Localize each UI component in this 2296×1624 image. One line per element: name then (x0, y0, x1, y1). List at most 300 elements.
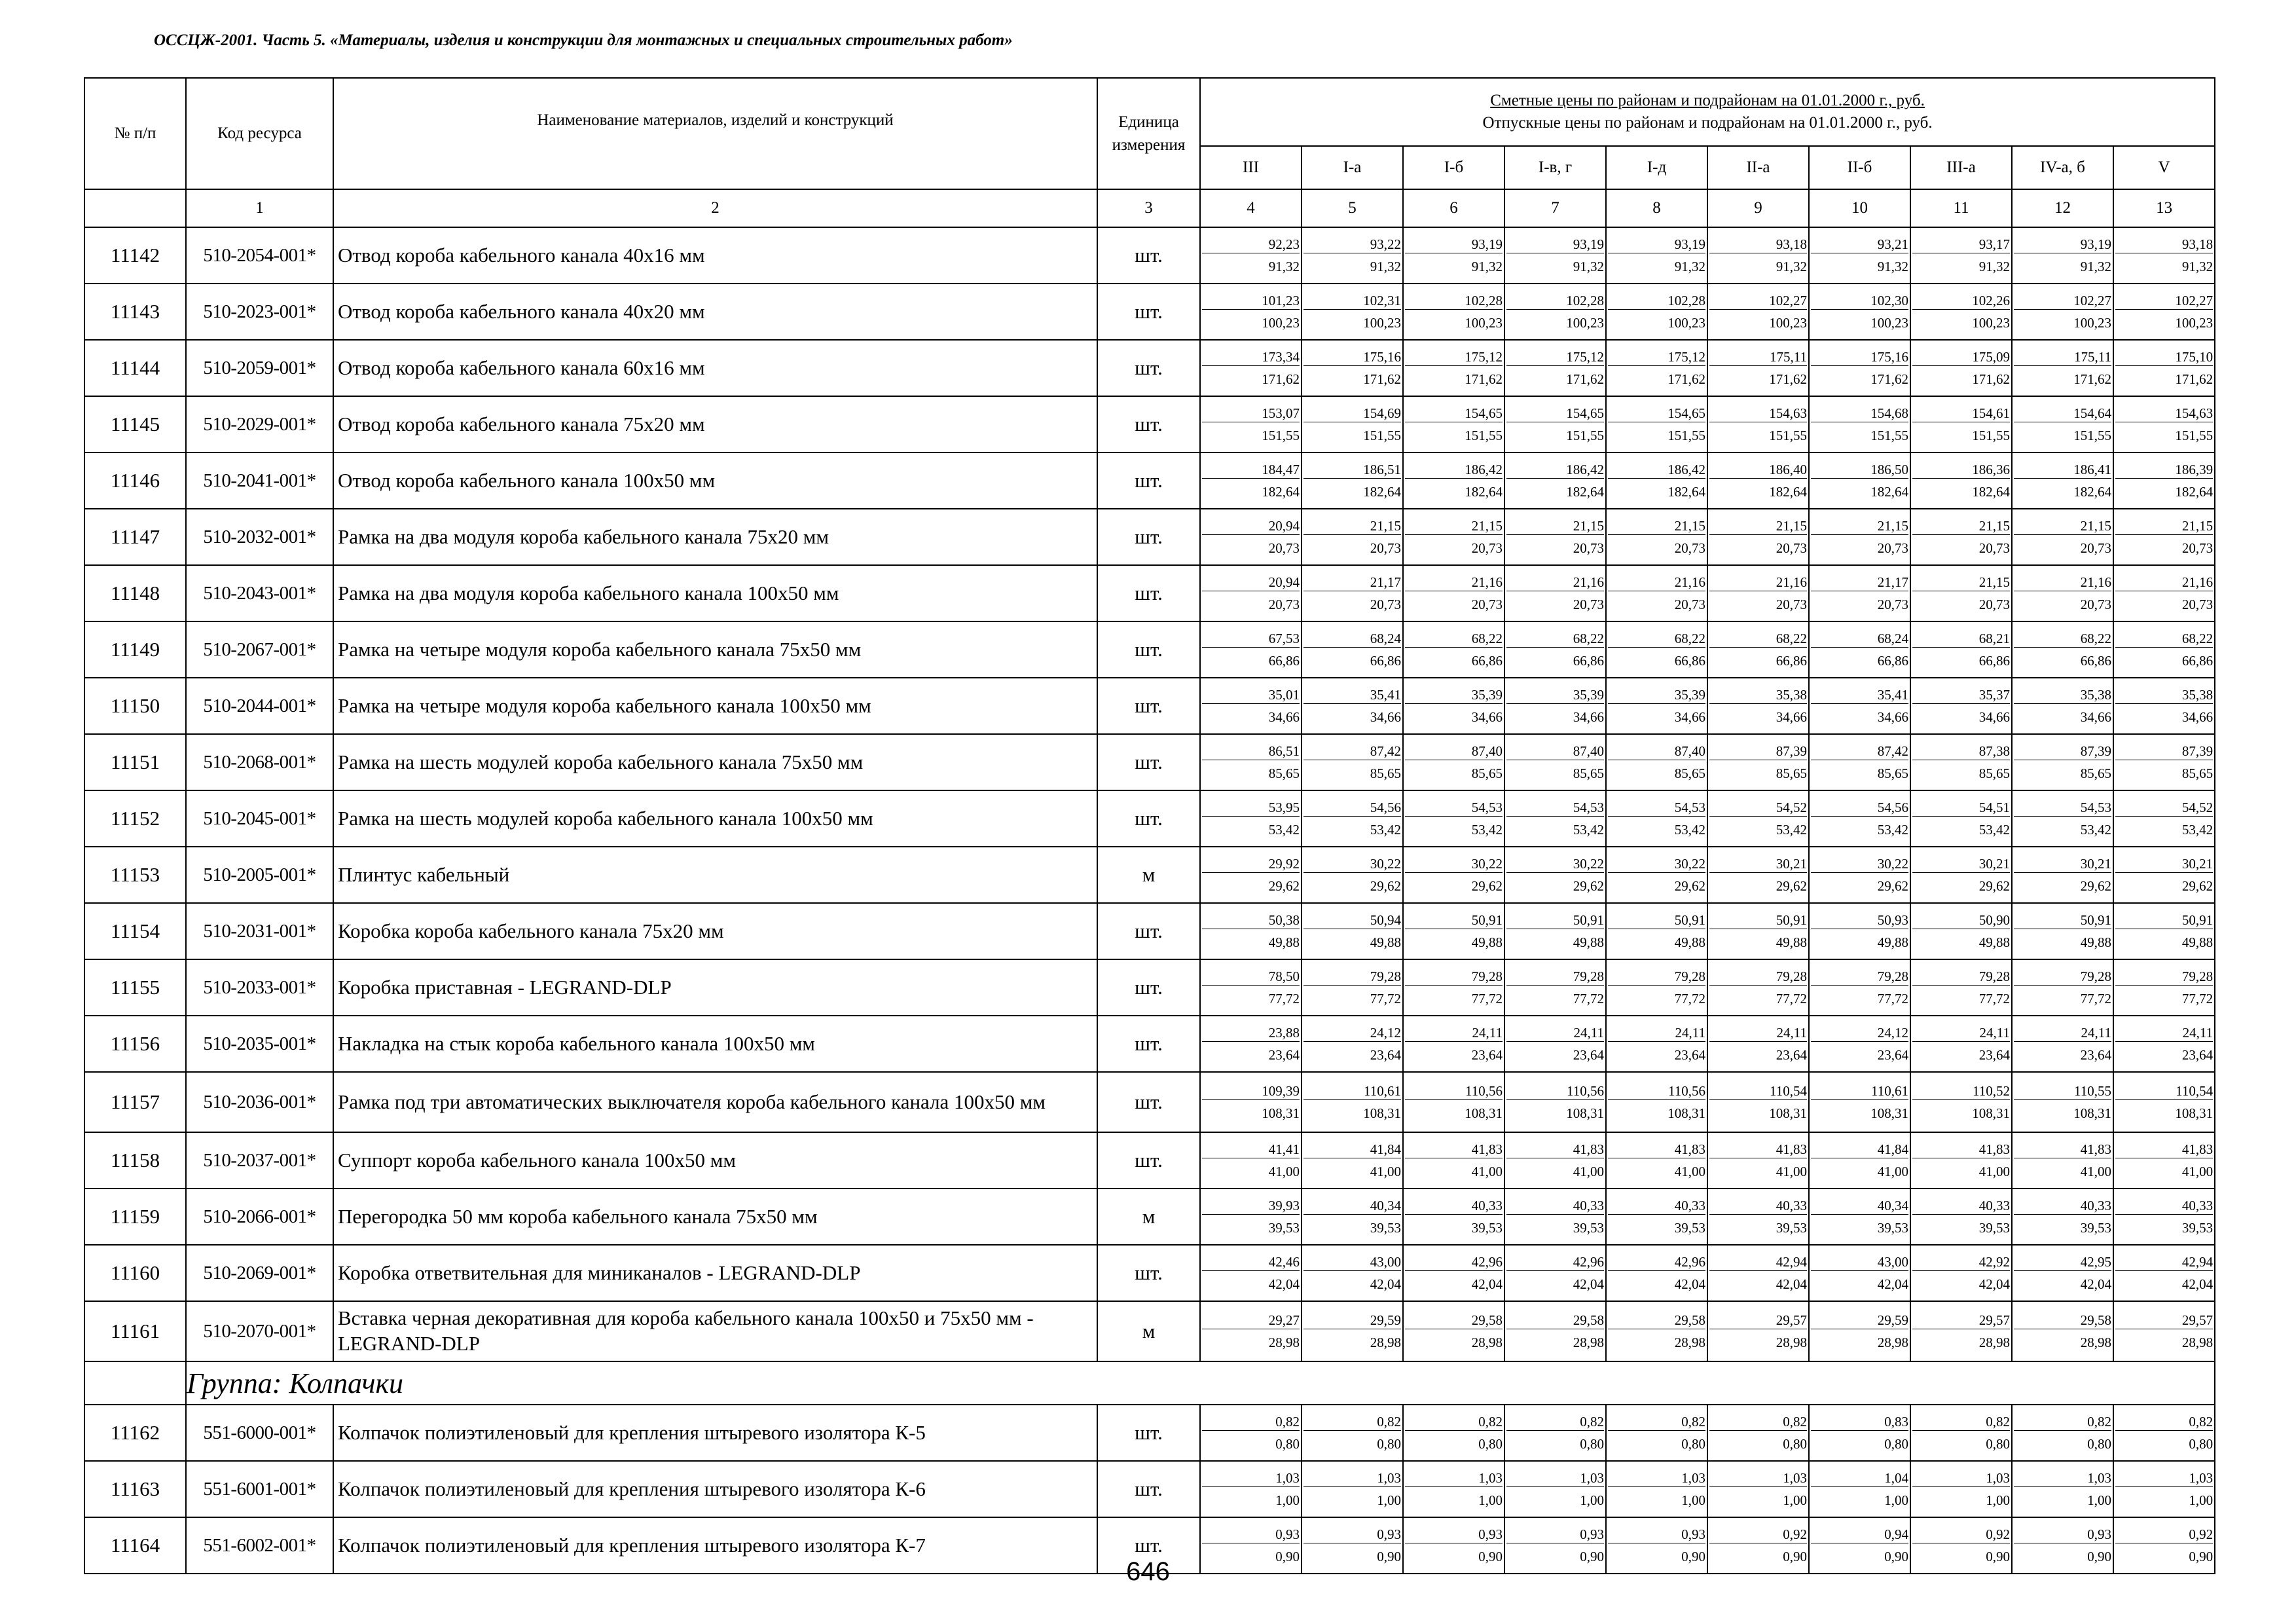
estimated-price: 153,07 (1202, 405, 1300, 422)
estimated-price: 42,96 (1608, 1253, 1705, 1271)
estimated-price: 79,28 (2014, 968, 2111, 986)
estimated-price: 154,65 (1506, 405, 1604, 422)
estimated-price: 175,11 (2014, 348, 2111, 366)
price-cell (2113, 1245, 2215, 1301)
price-cell (1504, 1132, 1606, 1189)
resource-code: 510-2023-001* (186, 284, 333, 340)
estimated-price: 35,39 (1506, 686, 1604, 704)
estimated-price: 68,22 (2115, 630, 2213, 648)
prices-release-label: Отпускные цены по районам и подрайонам на 01.01.2000 г., руб. (1482, 114, 1933, 132)
estimated-price: 1,03 (1303, 1469, 1401, 1487)
estimated-price: 154,61 (1912, 405, 2010, 422)
release-price: 171,62 (2175, 371, 2214, 387)
price-cell (1403, 284, 1504, 340)
estimated-price: 102,27 (2115, 292, 2213, 310)
row-number: 11142 (84, 227, 186, 284)
estimated-price: 1,03 (1202, 1469, 1300, 1487)
release-price: 182,64 (1769, 483, 1807, 500)
price-cell (1707, 565, 1809, 621)
price-cell (1200, 1189, 1302, 1245)
estimated-price: 21,16 (1506, 574, 1604, 591)
release-price: 23,64 (1776, 1046, 1807, 1063)
table-row (84, 1016, 2215, 1072)
price-cell (1200, 959, 1302, 1016)
price-cell (1910, 734, 2012, 790)
release-price: 108,31 (1465, 1105, 1503, 1121)
price-cell (2012, 1072, 2113, 1132)
release-price: 182,64 (2175, 483, 2214, 500)
estimated-price: 29,58 (2014, 1312, 2111, 1329)
price-cell (2012, 903, 2113, 959)
unit: шт. (1097, 565, 1200, 621)
release-price: 66,86 (1370, 652, 1401, 669)
price-cell (1302, 790, 1403, 847)
price-cell (1302, 1461, 1403, 1517)
release-price: 49,88 (1573, 934, 1604, 950)
row-number: 11162 (84, 1405, 186, 1461)
price-cell (1707, 734, 1809, 790)
item-name: Вставка черная декоративная для короба кабельного канала 100х50 и 75х50 мм - LEGRAND-DLP (333, 1301, 1097, 1361)
row-number: 11158 (84, 1132, 186, 1189)
resource-code: 510-2054-001* (186, 227, 333, 284)
estimated-price: 79,28 (1709, 968, 1807, 986)
release-price: 77,72 (2080, 990, 2111, 1006)
estimated-price: 54,53 (1405, 799, 1503, 817)
estimated-price: 21,15 (1912, 517, 2010, 535)
unit: шт. (1097, 509, 1200, 565)
release-price: 171,62 (1363, 371, 1401, 387)
estimated-price: 1,03 (2115, 1469, 2213, 1487)
item-name: Рамка на два модуля короба кабельного канала 100х50 мм (333, 565, 1097, 621)
price-cell (1606, 903, 1707, 959)
estimated-price: 0,93 (1608, 1526, 1705, 1543)
price-cell (1403, 847, 1504, 903)
price-cell (1403, 621, 1504, 678)
release-price: 42,04 (2181, 1276, 2214, 1292)
release-price: 66,86 (1978, 652, 2010, 669)
resource-code: 510-2033-001* (186, 959, 333, 1016)
price-cell (1200, 1405, 1302, 1461)
estimated-price: 1,03 (1912, 1469, 2010, 1487)
estimated-price: 20,94 (1202, 517, 1300, 535)
estimated-price: 92,23 (1202, 236, 1300, 253)
estimated-price: 87,39 (2115, 743, 2213, 760)
row-number: 11160 (84, 1245, 186, 1301)
release-price: 91,32 (2181, 258, 2214, 274)
price-cell (1809, 678, 1910, 734)
release-price: 49,88 (1268, 934, 1300, 950)
release-price: 42,04 (1776, 1276, 1807, 1292)
price-cell (1707, 1072, 1809, 1132)
release-price: 20,73 (1471, 596, 1503, 612)
price-cell (1200, 1461, 1302, 1517)
estimated-price: 0,82 (1709, 1413, 1807, 1431)
unit: шт. (1097, 1072, 1200, 1132)
release-price: 41,00 (1268, 1163, 1300, 1179)
price-cell (1403, 734, 1504, 790)
estimated-price: 29,59 (1811, 1312, 1908, 1329)
release-price: 23,64 (1573, 1046, 1604, 1063)
price-cell (2113, 396, 2215, 452)
estimated-price: 1,03 (1405, 1469, 1503, 1487)
price-cell (1910, 1461, 2012, 1517)
price-cell (1403, 790, 1504, 847)
region-header: II-а (1707, 146, 1809, 189)
estimated-price: 78,50 (1202, 968, 1300, 986)
estimated-price: 186,42 (1405, 461, 1503, 479)
price-cell (1200, 1132, 1302, 1189)
estimated-price: 68,22 (1506, 630, 1604, 648)
region-header: I-в, г (1504, 146, 1606, 189)
estimated-price: 50,91 (1709, 912, 1807, 929)
estimated-price: 87,38 (1912, 743, 2010, 760)
unit: шт. (1097, 1132, 1200, 1189)
price-cell (1910, 509, 2012, 565)
item-name: Рамка на четыре модуля короба кабельного канала 75х50 мм (333, 621, 1097, 678)
release-price: 20,73 (2080, 540, 2111, 556)
release-price: 23,64 (1674, 1046, 1705, 1063)
release-price: 182,64 (1262, 483, 1300, 500)
estimated-price: 154,65 (1608, 405, 1705, 422)
price-cell (1606, 1016, 1707, 1072)
price-cell (1606, 284, 1707, 340)
price-cell (1200, 903, 1302, 959)
release-price: 20,73 (2080, 596, 2111, 612)
release-price: 108,31 (1870, 1105, 1908, 1121)
estimated-price: 186,42 (1608, 461, 1705, 479)
estimated-price: 29,58 (1608, 1312, 1705, 1329)
item-name: Накладка на стык короба кабельного канала 100х50 мм (333, 1016, 1097, 1072)
release-price: 100,23 (1465, 314, 1503, 331)
estimated-price: 1,03 (1709, 1469, 1807, 1487)
unit: шт. (1097, 790, 1200, 847)
estimated-price: 184,47 (1202, 461, 1300, 479)
table-row (84, 1132, 2215, 1189)
price-cell (1403, 1461, 1504, 1517)
price-cell (2113, 678, 2215, 734)
price-cell (1910, 1405, 2012, 1461)
table-row (84, 959, 2215, 1016)
estimated-price: 20,94 (1202, 574, 1300, 591)
estimated-price: 21,15 (1303, 517, 1401, 535)
estimated-price: 21,16 (1405, 574, 1503, 591)
release-price: 77,72 (1573, 990, 1604, 1006)
region-header: I-а (1302, 146, 1403, 189)
estimated-price: 102,31 (1303, 292, 1401, 310)
price-cell (1302, 1405, 1403, 1461)
release-price: 85,65 (2181, 765, 2214, 781)
release-price: 53,42 (1471, 821, 1503, 838)
release-price: 108,31 (2175, 1105, 2214, 1121)
estimated-price: 50,91 (1405, 912, 1503, 929)
release-price: 182,64 (1363, 483, 1401, 500)
price-cell (1606, 1301, 1707, 1361)
estimated-price: 102,28 (1405, 292, 1503, 310)
estimated-price: 30,21 (2014, 855, 2111, 873)
price-cell (1302, 959, 1403, 1016)
price-cell (1707, 903, 1809, 959)
estimated-price: 93,19 (2014, 236, 2111, 253)
estimated-price: 0,92 (1912, 1526, 2010, 1543)
price-cell (1504, 734, 1606, 790)
resource-code: 510-2029-001* (186, 396, 333, 452)
release-price: 28,98 (1877, 1334, 1908, 1350)
estimated-price: 54,52 (1709, 799, 1807, 817)
release-price: 42,04 (1978, 1276, 2010, 1292)
release-price: 20,73 (1471, 540, 1503, 556)
column-number: 13 (2113, 189, 2215, 227)
price-cell (1302, 1072, 1403, 1132)
release-price: 23,64 (1471, 1046, 1503, 1063)
resource-code: 510-2066-001* (186, 1189, 333, 1245)
price-cell (1809, 1072, 1910, 1132)
unit: шт. (1097, 959, 1200, 1016)
price-cell (1707, 1132, 1809, 1189)
column-number: 5 (1302, 189, 1403, 227)
estimated-price: 0,82 (1506, 1413, 1604, 1431)
estimated-price: 186,39 (2115, 461, 2213, 479)
estimated-price: 43,00 (1811, 1253, 1908, 1271)
price-cell (1910, 396, 2012, 452)
estimated-price: 101,23 (1202, 292, 1300, 310)
estimated-price: 50,93 (1811, 912, 1908, 929)
price-cell (2113, 903, 2215, 959)
estimated-price: 53,95 (1202, 799, 1300, 817)
estimated-price: 21,15 (1709, 517, 1807, 535)
estimated-price: 21,16 (2115, 574, 2213, 591)
unit: шт. (1097, 903, 1200, 959)
price-cell (1910, 565, 2012, 621)
resource-code: 551-6002-001* (186, 1517, 333, 1574)
price-cell (1302, 509, 1403, 565)
release-price: 66,86 (1471, 652, 1503, 669)
release-price: 77,72 (1776, 990, 1807, 1006)
estimated-price: 54,56 (1303, 799, 1401, 817)
table-row (84, 678, 2215, 734)
price-cell (2113, 1072, 2215, 1132)
item-name: Отвод короба кабельного канала 40х16 мм (333, 227, 1097, 284)
estimated-price: 68,21 (1912, 630, 2010, 648)
price-cell (1606, 1072, 1707, 1132)
estimated-price: 0,93 (1202, 1526, 1300, 1543)
release-price: 0,90 (1275, 1548, 1300, 1564)
price-cell (1707, 452, 1809, 509)
estimated-price: 110,54 (2115, 1082, 2213, 1100)
estimated-price: 24,11 (1912, 1024, 2010, 1042)
release-price: 1,00 (2087, 1492, 2111, 1508)
price-cell (1809, 790, 1910, 847)
price-cell (2012, 1405, 2113, 1461)
price-table (84, 77, 2215, 1574)
col-header-code: Код ресурса (186, 78, 333, 189)
estimated-price: 30,21 (1912, 855, 2010, 873)
estimated-price: 35,41 (1303, 686, 1401, 704)
table-row (84, 1189, 2215, 1245)
release-price: 53,42 (1978, 821, 2010, 838)
price-cell (1200, 565, 1302, 621)
estimated-price: 35,38 (2115, 686, 2213, 704)
release-price: 171,62 (2073, 371, 2111, 387)
price-cell (1707, 340, 1809, 396)
release-price: 49,88 (1370, 934, 1401, 950)
estimated-price: 42,94 (2115, 1253, 2213, 1271)
price-cell (1707, 1245, 1809, 1301)
release-price: 85,65 (1776, 765, 1807, 781)
estimated-price: 21,15 (1811, 517, 1908, 535)
item-name: Отвод короба кабельного канала 100х50 мм (333, 452, 1097, 509)
price-cell (1606, 1189, 1707, 1245)
unit: шт. (1097, 452, 1200, 509)
price-cell (1606, 1461, 1707, 1517)
estimated-price: 79,28 (1912, 968, 2010, 986)
release-price: 20,73 (1776, 596, 1807, 612)
price-cell (1403, 1189, 1504, 1245)
estimated-price: 24,11 (2014, 1024, 2111, 1042)
table-row (84, 227, 2215, 284)
row-number: 11143 (84, 284, 186, 340)
release-price: 171,62 (1262, 371, 1300, 387)
estimated-price: 87,42 (1303, 743, 1401, 760)
estimated-price: 29,27 (1202, 1312, 1300, 1329)
unit: шт. (1097, 734, 1200, 790)
price-cell (1302, 452, 1403, 509)
release-price: 0,80 (1580, 1435, 1604, 1452)
unit: шт. (1097, 678, 1200, 734)
release-price: 34,66 (1978, 709, 2010, 725)
price-cell (1200, 1016, 1302, 1072)
column-number: 7 (1504, 189, 1606, 227)
estimated-price: 42,94 (1709, 1253, 1807, 1271)
column-number: 6 (1403, 189, 1504, 227)
release-price: 151,55 (1972, 427, 2010, 443)
estimated-price: 41,83 (1506, 1141, 1604, 1158)
estimated-price: 175,09 (1912, 348, 2010, 366)
unit: м (1097, 847, 1200, 903)
release-price: 1,00 (1275, 1492, 1300, 1508)
price-cell (1200, 452, 1302, 509)
estimated-price: 54,56 (1811, 799, 1908, 817)
release-price: 0,90 (1478, 1548, 1503, 1564)
price-cell (1910, 1245, 2012, 1301)
price-cell (1910, 790, 2012, 847)
estimated-price: 93,21 (1811, 236, 1908, 253)
unit: шт. (1097, 284, 1200, 340)
estimated-price: 110,55 (2014, 1082, 2111, 1100)
release-price: 1,00 (2189, 1492, 2214, 1508)
item-name: Рамка на четыре модуля короба кабельного канала 100х50 мм (333, 678, 1097, 734)
release-price: 53,42 (2181, 821, 2214, 838)
price-cell (1504, 284, 1606, 340)
region-header: I-б (1403, 146, 1504, 189)
estimated-price: 154,69 (1303, 405, 1401, 422)
resource-code: 510-2068-001* (186, 734, 333, 790)
item-name: Коробка приставная - LEGRAND-DLP (333, 959, 1097, 1016)
release-price: 49,88 (1674, 934, 1705, 950)
price-cell (1606, 1132, 1707, 1189)
release-price: 39,53 (1268, 1219, 1300, 1236)
release-price: 0,90 (2087, 1548, 2111, 1564)
price-cell (1809, 1405, 1910, 1461)
release-price: 23,64 (1268, 1046, 1300, 1063)
release-price: 66,86 (2181, 652, 2214, 669)
price-cell (2012, 396, 2113, 452)
price-cell (1910, 1016, 2012, 1072)
estimated-price: 186,42 (1506, 461, 1604, 479)
release-price: 66,86 (1877, 652, 1908, 669)
price-cell (1403, 903, 1504, 959)
resource-code: 510-2041-001* (186, 452, 333, 509)
resource-code: 510-2031-001* (186, 903, 333, 959)
release-price: 23,64 (2181, 1046, 2214, 1063)
release-price: 100,23 (1566, 314, 1604, 331)
release-price: 85,65 (1978, 765, 2010, 781)
estimated-price: 21,15 (1506, 517, 1604, 535)
release-price: 29,62 (1573, 877, 1604, 894)
price-cell (1302, 1245, 1403, 1301)
release-price: 0,90 (1884, 1548, 1908, 1564)
item-name: Рамка на шесть модулей короба кабельного канала 100х50 мм (333, 790, 1097, 847)
price-cell (1809, 284, 1910, 340)
row-number: 11149 (84, 621, 186, 678)
estimated-price: 42,96 (1506, 1253, 1604, 1271)
estimated-price: 175,11 (1709, 348, 1807, 366)
estimated-price: 30,21 (2115, 855, 2213, 873)
release-price: 23,64 (1877, 1046, 1908, 1063)
table-row (84, 509, 2215, 565)
estimated-price: 0,93 (1303, 1526, 1401, 1543)
release-price: 20,73 (1877, 540, 1908, 556)
release-price: 91,32 (1877, 258, 1908, 274)
price-cell (2012, 509, 2113, 565)
release-price: 182,64 (1465, 483, 1503, 500)
price-cell (1504, 1189, 1606, 1245)
release-price: 91,32 (1573, 258, 1604, 274)
release-price: 0,80 (2189, 1435, 2214, 1452)
release-price: 66,86 (1573, 652, 1604, 669)
release-price: 41,00 (1471, 1163, 1503, 1179)
price-cell (2012, 1461, 2113, 1517)
estimated-price: 68,22 (2014, 630, 2111, 648)
estimated-price: 0,82 (1303, 1413, 1401, 1431)
release-price: 28,98 (1370, 1334, 1401, 1350)
estimated-price: 40,33 (2115, 1197, 2213, 1215)
estimated-price: 93,17 (1912, 236, 2010, 253)
release-price: 34,66 (1268, 709, 1300, 725)
price-cell (1504, 1301, 1606, 1361)
price-cell (1200, 1245, 1302, 1301)
estimated-price: 0,92 (2115, 1526, 2213, 1543)
price-cell (1809, 621, 1910, 678)
item-name: Рамка на два модуля короба кабельного канала 75х20 мм (333, 509, 1097, 565)
price-cell (1403, 1132, 1504, 1189)
region-header: IV-а, б (2012, 146, 2113, 189)
release-price: 151,55 (1769, 427, 1807, 443)
price-cell (1707, 1189, 1809, 1245)
price-cell (1606, 734, 1707, 790)
price-cell (1606, 227, 1707, 284)
price-cell (1200, 847, 1302, 903)
estimated-price: 40,33 (1405, 1197, 1503, 1215)
release-price: 39,53 (1776, 1219, 1807, 1236)
price-cell (1302, 678, 1403, 734)
price-cell (1504, 847, 1606, 903)
resource-code: 510-2032-001* (186, 509, 333, 565)
estimated-price: 175,12 (1608, 348, 1705, 366)
price-cell (1403, 396, 1504, 452)
table-row (84, 1405, 2215, 1461)
estimated-price: 93,22 (1303, 236, 1401, 253)
estimated-price: 41,83 (1608, 1141, 1705, 1158)
